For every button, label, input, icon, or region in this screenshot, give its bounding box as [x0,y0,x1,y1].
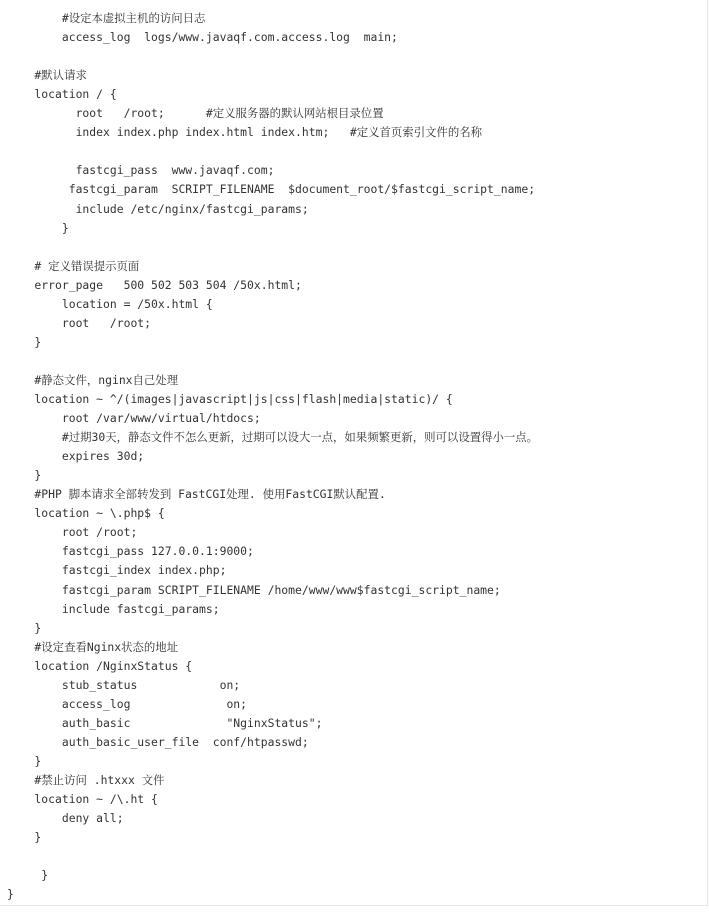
code-line: } [7,620,42,635]
code-line: root /root; [7,525,138,540]
code-line: #默认请求 [7,68,87,83]
code-line: root /var/www/virtual/htdocs; [7,411,261,426]
code-line: fastcgi_param SCRIPT_FILENAME /home/www/www$fastcgi_script_name; [7,582,501,597]
code-line: } [7,830,42,845]
code-line: fastcgi_index index.php; [7,563,227,578]
code-line: index index.php index.html index.htm; #定义首页索引文件的名称 [7,125,483,140]
code-line: location ~ /\.ht { [7,792,158,807]
code-line: include fastcgi_params; [7,601,220,616]
code-line: #过期30天，静态文件不怎么更新，过期可以设大一点，如果频繁更新，则可以设置得小一点。 [7,430,539,445]
code-line: location = /50x.html { [7,296,213,311]
code-line: #PHP 脚本请求全部转发到 FastCGI处理. 使用FastCGI默认配置. [7,487,386,502]
code-line: stub_status on; [7,677,241,692]
code-line: location ~ ^/(images|javascript|js|css|flash|media|static)/ { [7,392,453,406]
code-line: access_log logs/www.javaqf.com.access.log main; [7,30,398,45]
code-line: fastcgi_pass www.javaqf.com; [7,163,275,178]
code-line: location /NginxStatus { [7,658,193,673]
code-line: } [7,334,42,349]
code-line: # 定义错误提示页面 [7,258,140,273]
code-line: } [7,887,14,902]
code-line: include /etc/nginx/fastcgi_params; [7,201,309,216]
code-line: #禁止访问 .htxxx 文件 [7,773,165,787]
code-line: auth_basic_user_file conf/htpasswd; [7,734,309,749]
code-line: fastcgi_pass 127.0.0.1:9000; [7,544,254,559]
code-line: #设定查看Nginx状态的地址 [7,639,179,654]
code-line: fastcgi_param SCRIPT_FILENAME $document_root/$fastcgi_script_name; [7,182,536,197]
code-line: expires 30d; [7,449,145,464]
code-line: location ~ \.php$ { [7,506,165,521]
code-line: } [7,868,49,883]
code-line: location / { [7,87,117,102]
code-line: auth_basic "NginxStatus"; [7,715,323,730]
code-line: deny all; [7,811,124,826]
code-line: root /root; [7,315,152,330]
code-line: root /root; #定义服务器的默认网站根目录位置 [7,106,384,121]
code-line: #设定本虚拟主机的访问日志 [7,11,206,25]
code-line: } [7,753,42,768]
code-line: access_log on; [7,696,248,711]
code-line: error_page 500 502 503 504 /50x.html; [7,277,302,292]
code-line: #静态文件，nginx自己处理 [7,372,179,387]
code-line: } [7,468,42,483]
code-line: } [7,220,69,235]
